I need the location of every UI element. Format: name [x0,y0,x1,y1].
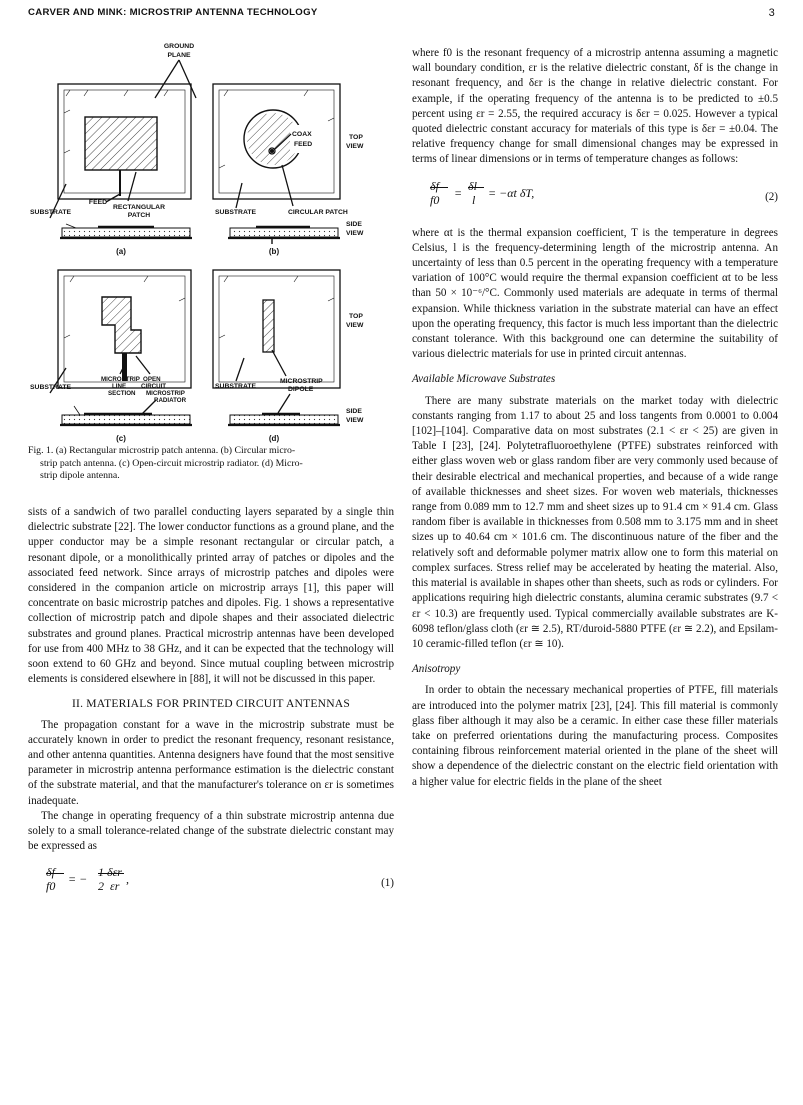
substrate-label-b: SUBSTRATE [215,209,257,216]
eq-op: = [454,185,463,200]
eq-num: δl [468,178,477,193]
equation-number: (1) [381,877,394,890]
ground-plane-label-2: PLANE [167,52,191,59]
eq-den: l [472,192,476,207]
paragraph: where f0 is the resonant frequency of a microstrip antenna assuming a magnetic wall boundary condition, εr is the relative dielectric constant, δf is the change in resonant frequency, and δεr is the change in relative dielectric constant. For example, if the operating frequency of the antenna is to be predicted to ±0.5 percent using εr = 2.55, the required accuracy is δεr = 0.025. However a typical quoted dielectric constant accuracy for materials of this type is δεr = ±0.04. The relative frequency change for small dimensional changes may be expressed in terms of linear dimensions or in terms of temperature changes as follows: [412,47,778,166]
rect-patch-label-2: PATCH [127,212,151,219]
eq-den: 2 εr [98,879,120,894]
panel-c-top-view [58,270,191,388]
microstrip-line-label-3: SECTION [108,390,136,397]
paragraph: The change in operating frequency of a thin substrate microstrip antenna due solely to a small tolerance-related change of the substrate dielectric constant may be expressed as [28,809,394,853]
substrate-label-c: SUBSTRATE [30,384,72,391]
eq-num: δf [46,865,55,880]
paragraph: The propagation constant for a wave in the microstrip substrate must be accurately known in order to predict the resonant frequency, resonant resistance, and other antenna quantities. Antenna designers have found that the most sensitive parameter in microstrip antenna performance estimation is the dielectric constant of the substrate material, and that the manufacturer's tolerance on εr is sometimes inadequate. [28,718,395,807]
paragraph: There are many substrate materials on the market today with dielectric constants ranging from 1.17 to about 25 and loss tangents from 0.0001 to 0.004 [102]–[104]. Comparative data on most substrates (2.1 < εr < 25) are given in Table I [23], [24]. Polytetrafluoroethylene (PTFE) substrates reinforced with either glass woven web or glass random fiber are very commonly used because of their desirable electrical and mechanical properties, and because of a wide range of available thicknesses and sheet sizes. For woven web materials, thicknesses range from 0.089 mm to 12.7 mm and sheet sizes up to 91.4 cm × 91.4 cm. Glass random fiber is available in thicknesses from 0.508 mm to 3.175 mm and in sheet sizes up to 40.64 cm × 101.6 cm. The discontinuous nature of the fiber and the relatively soft and deformable polymer matrix allow one to form this material on complex surfaces. Stress relief may be accelerated by heating the material. Also, this material is available in shapes other than sheets, such as rods or cylinders. For applications requiring high dielectric constants, alumina ceramic substrates (9.7 < εr < 10.3) are frequently used. Typical commercially available substrates are K-6098 teflon/glass cloth (εr ≅ 2.5), RT/duroid-5880 PTFE (εr ≅ 2.2), and Epsilam-10 ceramic-filled teflon (εr ≅ 10). [412,394,778,650]
microstrip-line-label: MICROSTRIP [101,376,140,383]
substrate-label-d: SUBSTRATE [215,383,257,390]
microstrip-line-label-2: LINE [112,383,127,390]
equation-number: (2) [765,190,778,203]
eq-op: = −αt δT, [488,185,535,200]
panel-a-label: (a) [116,247,126,256]
coax-feed-label: COAX [292,131,312,138]
panel-b-label: (b) [268,247,280,256]
microstrip-dipole-label-2: DIPOLE [288,386,314,393]
panel-d-side-view [228,414,340,425]
panel-d-label: (d) [268,434,280,443]
figure-1 [28,38,398,443]
caption-line-2: strip patch antenna. (c) Open-circuit microstrip radiator. (d) Micro- [40,457,303,469]
right-column [412,46,778,790]
side-view-label-b: SIDE [346,221,362,228]
equation-2 [412,178,778,218]
side-view-label-d-2: VIEW [346,417,364,424]
microstrip-radiator-label: MICROSTRIP [146,390,185,397]
top-view-label-d-2: VIEW [346,322,364,329]
substrate-label-a: SUBSTRATE [30,209,72,216]
top-view-label-b: TOP [349,134,363,141]
top-view-label-d: TOP [349,313,363,320]
panel-a-side-view [60,224,192,238]
panel-c-label: (c) [116,434,126,443]
paragraph: sists of a sandwich of two parallel conducting layers separated by a single thin dielectric substrate [22]. The lower conductor functions as a ground plane, and the upper conductor may be a simple resonant rectangular or circular patch, a resonant dipole, or a monolithically printed array of patches or dipoles and the associated feed network. Since arrays of microstrip patches and dipoles were considered in the companion article on microstrip arrays [1], this paper will concentrate on basic microstrip patches and dipoles. Fig. 1 shows a representative collection of microstrip patch and dipole shapes and their associated dielectric substrates and ground planes. Practical microstrip antennas have been developed for use from 400 MHz to 38 GHz, and it can be expected that the technology will soon extend to 60 GHz and beyond. Since mutual coupling between microstrip elements is considered elsewhere in [88], it will not be discussed in this paper. [28,506,394,686]
caption-line-1: Fig. 1. (a) Rectangular microstrip patch antenna. (b) Circular micro- [28,445,296,456]
open-circuit-label-2: CIRCUIT [141,383,167,390]
coax-feed-label-2: FEED [294,141,313,148]
running-header [28,7,775,21]
running-title: CARVER AND MINK: MICROSTRIP ANTENNA TECHNOLOGY [28,7,318,18]
section-heading: II. MATERIALS FOR PRINTED CIRCUIT ANTENNAS [71,697,351,711]
ground-plane-label: GROUND [163,43,195,50]
rect-patch-label: RECTANGULAR [113,204,165,211]
side-view-label-b-2: VIEW [346,230,364,237]
subsection-heading: Available Microwave Substrates [412,373,556,386]
page-number: 3 [768,7,775,19]
microstrip-dipole-label: MICROSTRIP [280,378,323,385]
subsection-heading: Anisotropy [412,663,461,676]
microstrip-radiator-label-2: RADIATOR [154,397,187,404]
caption-line-3: strip dipole antenna. [40,470,120,482]
paragraph: where αt is the thermal expansion coefficient, T is the temperature in degrees Celsius, l is the frequency-determining length of the microstrip antenna. An uncertainty of less than 0.5 percent in the operating frequency with a temperature variation of 100°C would require the thermal expansion coefficient αt to be less than 50 × 10⁻⁶/°C. Commonly used materials are adequate in terms of thermal expansion. While thickness variation in the substrate material can have an effect upon the operating frequency, this factor is much less important than the dielectric constant tolerance. With this background one can determine the suitability of various dielectric materials for use in printed circuit antennas. [412,226,778,361]
open-circuit-label: OPEN [143,376,161,383]
eq-op: = − [68,872,88,887]
top-view-label-b-2: VIEW [346,143,364,150]
eq-num: 1 δεr [98,865,122,880]
side-view-label-d: SIDE [346,408,362,415]
eq-tail: , [126,872,129,887]
panel-b-side-view [228,227,340,244]
feed-label: FEED [88,199,108,206]
eq-num: δf [430,178,439,193]
figure-caption [28,445,394,483]
eq-den: f0 [46,879,56,894]
panel-a-top-view [58,84,191,199]
panel-d-top-view [213,270,340,388]
paragraph: In order to obtain the necessary mechanical properties of PTFE, fill materials are introduced into the polymer matrix [23], [24]. This fill material is commonly glass fiber although it may also be a ceramic. In either case these filler materials take on preferred orientations during the manufacturing process. Composites containing fibrous reinforcement material oriented in the plane of the sheet will show a dependence of the dielectric constant on the electric field orientation with a higher value for electric fields in the plane of the sheet [412,684,778,788]
panel-b-top-view [213,84,340,199]
eq-den: f0 [430,192,440,207]
panel-c-side-view [60,406,192,425]
left-column [28,505,394,912]
equation-1 [28,864,394,904]
circular-patch-label: CIRCULAR PATCH [288,209,348,216]
